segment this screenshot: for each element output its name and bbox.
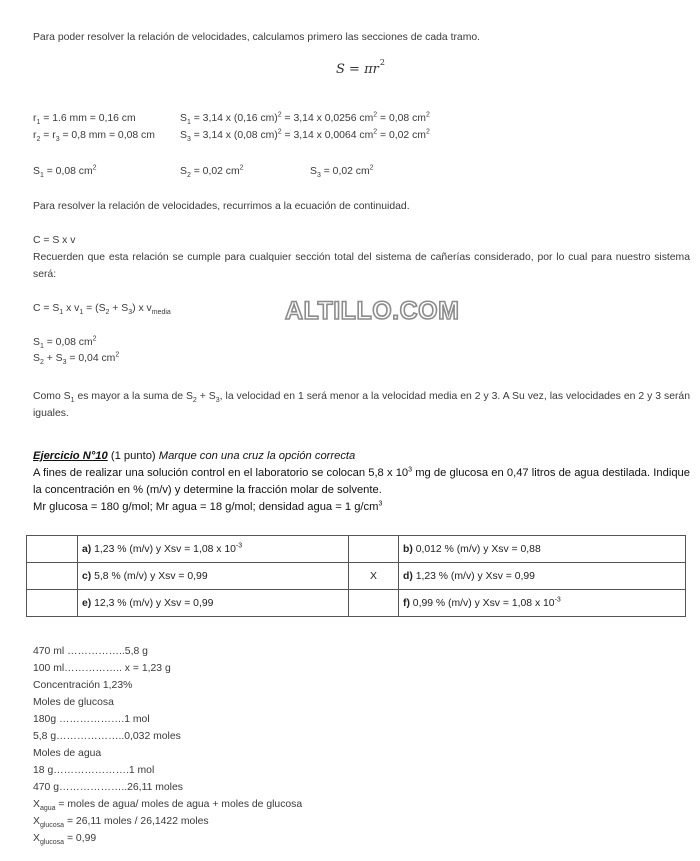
continuity-paragraph: Para resolver la relación de velocidades, recurrimos a la ecuación de continuidad.: [33, 201, 410, 212]
checkbox-cell-f[interactable]: [349, 590, 399, 617]
work-line: 18 g………………….1 mol: [33, 765, 155, 776]
s1-result: $S_1 = 0,08$ $cm^2$: [33, 335, 97, 351]
work-line: 100 ml…………….. x = 1,23 g: [33, 663, 171, 674]
intro-paragraph: Para poder resolver la relación de velocidades, calculamos primero las secciones de cada tramo.: [33, 32, 481, 43]
work-line: 5,8 g………………..0,032 moles: [33, 731, 181, 742]
option-e: e) 12,3 % (m/v) y Xsv = 0,99: [78, 590, 349, 617]
work-line: Concentración 1,23%: [33, 680, 133, 691]
full-continuity-equation: $C = S_1$ x $v_1 = (S_2 + S_3)$ x $v_{media}$: [33, 303, 171, 317]
section-s2-value: $S_2 = 0,02$ $cm^2$: [180, 164, 244, 180]
checkbox-cell-c[interactable]: [27, 563, 78, 590]
options-row: [27, 563, 686, 590]
section-3-calc: $S_3 = 3,14$ x (0,08 cm)$^2$ = 3,14 x 0,0064 $cm^2 = 0,02$ $cm^2$: [180, 128, 430, 144]
work-line: 470 ml ……………..5,8 g: [33, 646, 148, 657]
work-line: 470 g………………..26,11 moles: [33, 782, 183, 793]
checkbox-cell-a[interactable]: [27, 536, 78, 563]
x-glucose-division: $X_{glucosa} = 26,11$ moles / 26,1422 moles: [33, 816, 209, 830]
area-formula: $S = \pi r^2$: [336, 58, 385, 77]
option-c: c) 5,8 % (m/v) y Xsv = 0,99: [78, 563, 349, 590]
continuity-equation: C = S x v: [33, 235, 76, 246]
options-row: [27, 590, 686, 617]
option-a: a) 1,23 % (m/v) y Xsv = 1,08 x $10^{-3}$: [78, 536, 349, 563]
s2-s3-result: $S_2 + S_3 = 0,04$ $cm^2$: [33, 351, 120, 367]
checkbox-cell-d[interactable]: X: [349, 563, 399, 590]
molar-mass-data: Mr glucosa = 180 g/mol; Mr agua = 18 g/mol; densidad agua = 1 $g/cm^3$: [33, 500, 383, 513]
work-line: 180g ……………….1 mol: [33, 714, 150, 725]
radius-1-line: $r_1 = 1.6$ mm = 0,16 cm: [33, 113, 136, 127]
option-b: b) 0,012 % (m/v) y Xsv = 0,88: [399, 536, 686, 563]
options-row: [27, 536, 686, 563]
section-1-calc: $S_1 = 3,14$ x (0,16 cm)$^2$ = 3,14 x 0,0256 $cm^2 = 0,08$ $cm^2$: [180, 111, 430, 127]
exercise-heading: Ejercicio N°10 (1 punto) Marque con una cruz la opción correcta: [33, 450, 356, 462]
x-water-formula: $X_{agua}$ = moles de agua/ moles de agua + moles de glucosa: [33, 799, 303, 813]
option-f: f) 0,99 % (m/v) y Xsv = 1,08 x $10^{-3}$: [399, 590, 686, 617]
exercise-statement: A fines de realizar una solución control en el laboratorio se colocan 5,8 x $10^3$ mg de glucosa en 0,47 litros de agua destilada. Indique la concentración en % (m/v) y determine la fracción molar de solvente.: [33, 466, 690, 496]
recuerden-paragraph: Recuerden que esta relación se cumple para cualquier sección total del sistema de cañerías considerado, por lo cual para nuestro sistema será:: [33, 252, 690, 280]
radius-2-3-line: $r_2 = r_3 = 0,8$ mm = 0,08 cm: [33, 130, 155, 144]
work-line: Moles de glucosa: [33, 697, 114, 708]
work-line: Moles de agua: [33, 748, 102, 759]
section-s3-value: $S_3 = 0,02$ $cm^2$: [310, 164, 374, 180]
exercise-title: Ejercicio N°10: [33, 450, 108, 462]
checkbox-cell-e[interactable]: [27, 590, 78, 617]
option-d: d) 1,23 % (m/v) y Xsv = 0,99: [399, 563, 686, 590]
checkbox-cell-b[interactable]: [349, 536, 399, 563]
options-table: [26, 535, 686, 617]
exercise-instruction: Marque con una cruz la opción correcta: [158, 450, 356, 462]
section-s1-value: $S_1 = 0,08$ $cm^2$: [33, 164, 97, 180]
conclusion-paragraph: Como $S_1$ es mayor a la suma de $S_2 + S_3$, la velocidad en 1 será menor a la velocidad media en 2 y 3. A Su vez, las velocidades en 2 y 3 serán iguales.: [33, 391, 690, 419]
altillo-watermark: ALTILLO.COM: [285, 297, 460, 325]
x-glucose-result: $X_{glucosa} = 0,99$: [33, 833, 97, 847]
